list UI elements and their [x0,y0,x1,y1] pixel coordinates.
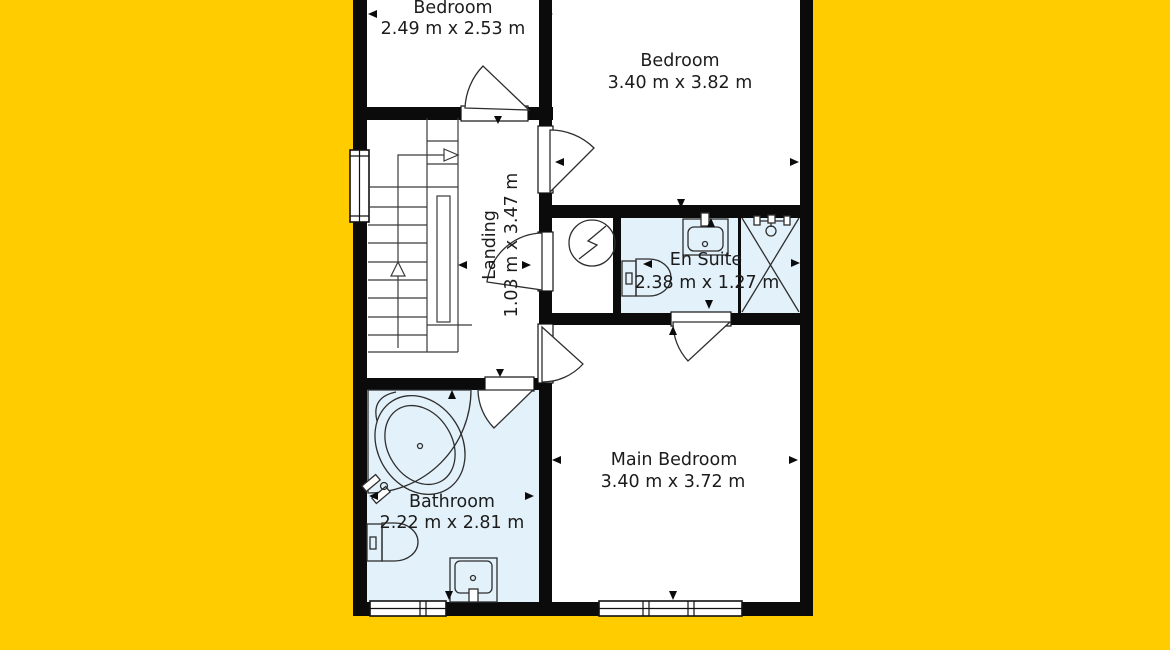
wall [539,382,552,602]
room-dimensions-bedroom-small: 2.49 m x 2.53 m [380,19,526,39]
room-dimensions-landing: 1.03 m x 3.47 m [502,172,522,318]
wall [613,218,621,313]
room-dimensions-bathroom: 2.22 m x 2.81 m [379,513,525,533]
wall [353,378,486,390]
wall [539,290,552,313]
wall [446,602,600,616]
wall [741,602,813,616]
room-label-landing: Landing [480,210,500,280]
room-label-main-bedroom: Main Bedroom [610,450,738,470]
room-label-bedroom-rear: Bedroom [640,51,720,71]
wall [539,0,552,127]
window [370,601,446,616]
wall [730,313,813,325]
room-label-bedroom-small: Bedroom [413,0,493,18]
wall [539,313,672,325]
window [350,150,369,222]
room-dimensions-en-suite: 2.38 m x 1.27 m [634,273,780,293]
wall [353,107,462,120]
wall [353,222,367,616]
wall [353,602,371,616]
room-label-en-suite: En Suite [669,250,743,270]
door-threshold [485,377,534,391]
room-dimensions-bedroom-rear: 3.40 m x 3.82 m [607,73,753,93]
wall [800,0,813,616]
room-label-bathroom: Bathroom [409,492,495,512]
window [599,601,742,616]
wall [353,0,367,150]
room-dimensions-main-bedroom: 3.40 m x 3.72 m [600,472,746,492]
